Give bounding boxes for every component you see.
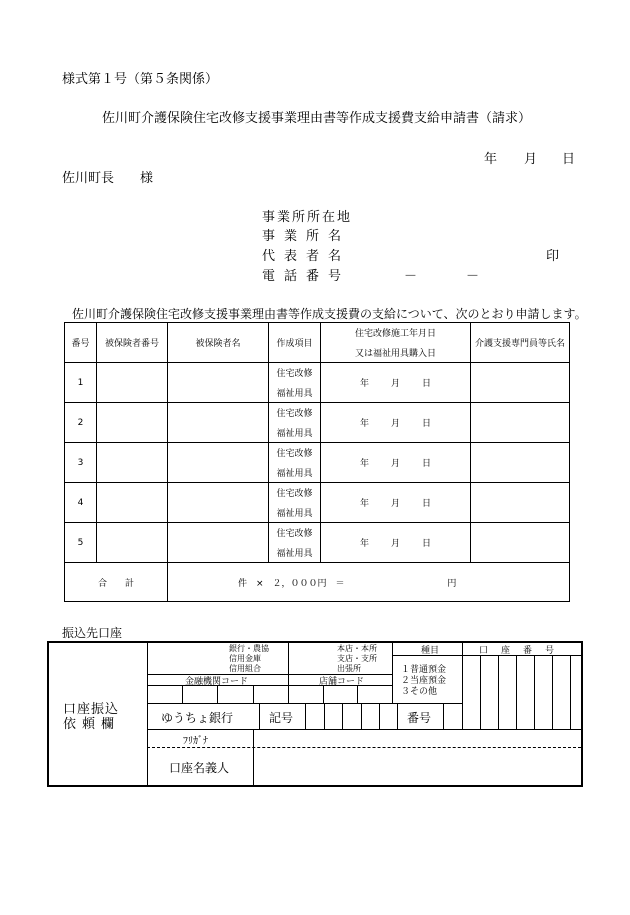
kigou-label: 記号 bbox=[269, 711, 294, 725]
table-row bbox=[65, 363, 570, 403]
row-number: 1 bbox=[65, 363, 97, 403]
account-holder-label: 口座名義人 bbox=[169, 761, 230, 775]
insured-number-cell[interactable] bbox=[97, 523, 168, 563]
branch-type-branch[interactable]: 支店・支所 bbox=[337, 654, 377, 663]
insured-name-cell[interactable] bbox=[168, 443, 269, 483]
month-label: 月 bbox=[390, 379, 400, 389]
item-housing[interactable]: 住宅改修 bbox=[276, 369, 313, 380]
date-cell[interactable] bbox=[321, 483, 471, 523]
header-care-manager: 介護支援専門員等氏名 bbox=[471, 323, 570, 363]
phone-label: 電話番号 bbox=[262, 269, 351, 284]
item-cell bbox=[269, 403, 321, 443]
insured-number-cell[interactable] bbox=[97, 363, 168, 403]
insured-name-cell[interactable] bbox=[168, 403, 269, 443]
day-label: 日 bbox=[422, 539, 432, 549]
month-label: 月 bbox=[390, 459, 400, 469]
header-date bbox=[321, 323, 471, 363]
care-manager-cell[interactable] bbox=[471, 523, 570, 563]
total-unit: 円 bbox=[447, 578, 457, 589]
header-insured-number: 被保険者番号 bbox=[97, 323, 168, 363]
item-cell bbox=[269, 363, 321, 403]
insured-number-cell[interactable] bbox=[97, 403, 168, 443]
phone-dash-1: － bbox=[404, 269, 418, 284]
date-cell[interactable] bbox=[321, 403, 471, 443]
item-cell bbox=[269, 443, 321, 483]
furigana-label: ﾌﾘｶﾞﾅ bbox=[183, 736, 208, 747]
phone-dash-2: － bbox=[466, 269, 480, 284]
day-label: 日 bbox=[422, 379, 432, 389]
date-cell[interactable] bbox=[321, 443, 471, 483]
total-row bbox=[65, 563, 570, 602]
bank-section-title: 振込先口座 bbox=[62, 626, 123, 640]
day-label: 日 bbox=[422, 459, 432, 469]
account-type-ordinary[interactable]: １普通預金 bbox=[401, 665, 447, 675]
day-label: 日 bbox=[422, 499, 432, 509]
table-header-row bbox=[65, 323, 570, 363]
header-item: 作成項目 bbox=[269, 323, 321, 363]
date-month-label: 月 bbox=[524, 152, 538, 167]
page-title: 佐川町介護保険住宅改修支援事業理由書等作成支援費支給申請書（請求） bbox=[102, 111, 532, 126]
inst-type-shinkin[interactable]: 信用金庫 bbox=[229, 654, 261, 663]
total-formula-cell[interactable] bbox=[168, 563, 570, 602]
row-number: 5 bbox=[65, 523, 97, 563]
item-welfare[interactable]: 福祉用具 bbox=[276, 388, 313, 399]
intro-text: 佐川町介護保険住宅改修支援事業理由書等作成支援費の支給について、次のとおり申請します。 bbox=[72, 307, 587, 321]
header-insured-name: 被保険者名 bbox=[168, 323, 269, 363]
application-table bbox=[64, 322, 570, 602]
item-welfare[interactable]: 福祉用具 bbox=[276, 468, 313, 479]
header-date-line1: 住宅改修施工年月日 bbox=[354, 329, 436, 340]
month-label: 月 bbox=[390, 499, 400, 509]
branch-type-main[interactable]: 本店・本所 bbox=[337, 644, 377, 653]
insured-name-cell[interactable] bbox=[168, 523, 269, 563]
care-manager-cell[interactable] bbox=[471, 443, 570, 483]
inst-type-shinkumi[interactable]: 信用組合 bbox=[229, 664, 261, 673]
year-label: 年 bbox=[359, 419, 369, 429]
bangou-label: 番号 bbox=[407, 711, 432, 725]
account-type-current[interactable]: ２当座預金 bbox=[401, 676, 447, 686]
insured-number-cell[interactable] bbox=[97, 483, 168, 523]
care-manager-cell[interactable] bbox=[471, 483, 570, 523]
form-number: 様式第１号（第５条関係） bbox=[62, 72, 219, 87]
date-cell[interactable] bbox=[321, 363, 471, 403]
care-manager-cell[interactable] bbox=[471, 403, 570, 443]
date-cell[interactable] bbox=[321, 523, 471, 563]
office-name-label: 事業所名 bbox=[262, 229, 351, 244]
item-housing[interactable]: 住宅改修 bbox=[276, 409, 313, 420]
furigana-input[interactable] bbox=[255, 731, 579, 746]
bank-transfer-box bbox=[47, 641, 583, 787]
item-welfare[interactable]: 福祉用具 bbox=[276, 508, 313, 519]
total-label: 合 計 bbox=[65, 563, 168, 602]
item-housing[interactable]: 住宅改修 bbox=[276, 529, 313, 540]
row-number: 4 bbox=[65, 483, 97, 523]
yucho-bank-label: ゆうちょ銀行 bbox=[161, 711, 234, 725]
year-label: 年 bbox=[359, 499, 369, 509]
representative-label: 代表者名 bbox=[262, 249, 351, 264]
year-label: 年 bbox=[359, 379, 369, 389]
table-row bbox=[65, 443, 570, 483]
table-row bbox=[65, 403, 570, 443]
header-no: 番号 bbox=[65, 323, 97, 363]
branch-code-label: 店舗コード bbox=[319, 677, 365, 687]
addressee: 佐川町長 様 bbox=[62, 171, 154, 186]
date-year-label: 年 bbox=[484, 152, 498, 167]
account-number-header: 口 座 番 号 bbox=[479, 646, 557, 656]
date-day-label: 日 bbox=[562, 152, 576, 167]
address-label: 事業所所在地 bbox=[262, 210, 353, 225]
day-label: 日 bbox=[422, 419, 432, 429]
item-cell bbox=[269, 483, 321, 523]
care-manager-cell[interactable] bbox=[471, 363, 570, 403]
insured-name-cell[interactable] bbox=[168, 363, 269, 403]
header-date-line2: 又は福祉用具購入日 bbox=[354, 348, 436, 359]
seal-mark: 印 bbox=[546, 249, 560, 264]
inst-type-bank[interactable]: 銀行・農協 bbox=[229, 644, 269, 653]
year-label: 年 bbox=[359, 539, 369, 549]
side-label-1: 口座振込 bbox=[63, 702, 120, 717]
type-header: 種目 bbox=[421, 646, 440, 656]
insured-name-cell[interactable] bbox=[168, 483, 269, 523]
row-number: 2 bbox=[65, 403, 97, 443]
month-label: 月 bbox=[390, 539, 400, 549]
month-label: 月 bbox=[390, 419, 400, 429]
year-label: 年 bbox=[359, 459, 369, 469]
item-welfare[interactable]: 福祉用具 bbox=[276, 548, 313, 559]
total-formula: 件 × ２，０００円 ＝ bbox=[238, 578, 345, 589]
item-cell bbox=[269, 523, 321, 563]
row-number: 3 bbox=[65, 443, 97, 483]
insured-number-cell[interactable] bbox=[97, 443, 168, 483]
item-housing[interactable]: 住宅改修 bbox=[276, 489, 313, 500]
table-row bbox=[65, 523, 570, 563]
inst-code-label: 金融機関コード bbox=[185, 677, 249, 687]
item-welfare[interactable]: 福祉用具 bbox=[276, 428, 313, 439]
branch-type-office[interactable]: 出張所 bbox=[337, 664, 361, 673]
account-type-other[interactable]: ３その他 bbox=[401, 687, 438, 697]
item-housing[interactable]: 住宅改修 bbox=[276, 449, 313, 460]
table-row bbox=[65, 483, 570, 523]
side-label-2: 依頼欄 bbox=[63, 717, 121, 732]
account-holder-input[interactable] bbox=[255, 749, 579, 784]
